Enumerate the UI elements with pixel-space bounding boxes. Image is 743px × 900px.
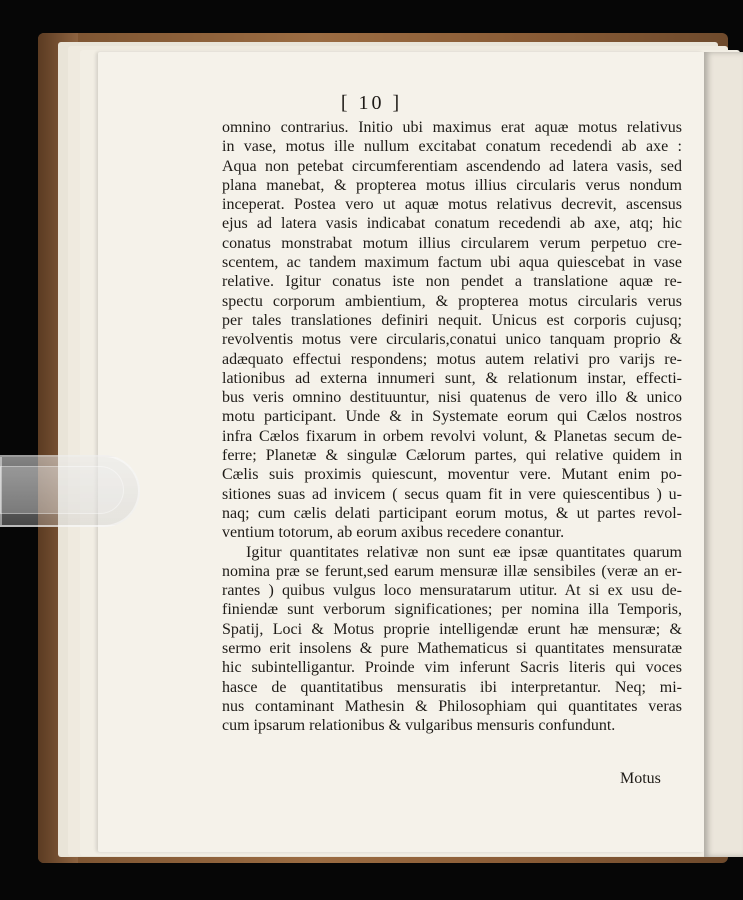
text-line: lationibus ad externa innumeri sunt, & relationum instar, effecti- bbox=[222, 369, 682, 387]
text-line: infra Cælos fixarum in orbem revolvi volunt, & Planetas secum de- bbox=[222, 427, 682, 445]
text-line: rantes ) quibus vulgus loco mensuratarum utitur. At si ex usu de- bbox=[222, 582, 682, 600]
page-text bbox=[222, 118, 682, 736]
text-line: sermo erit insolens & pure Mathematicus si quantitates mensuratæ bbox=[222, 640, 682, 658]
text-line: Spatij, Loci & Motus proprie intelligendæ erunt hæ mensuræ; & bbox=[222, 620, 682, 638]
text-line: bus veris omnino destituuntur, nisi quatenus de vero illo & unico bbox=[222, 389, 682, 407]
text-line: motu participant. Unde & in Systemate eorum qui Cælos nostros bbox=[222, 408, 682, 426]
catchword: Motus bbox=[620, 770, 661, 787]
text-line: omnino contrarius. Initio ubi maximus erat aquæ motus relativus bbox=[222, 119, 682, 136]
text-line: nus contaminant Mathesin & Philosophiam qui quantitates veras bbox=[222, 697, 682, 715]
text-line: per tales translationes definiri nequit. Unicus est corporis cujusq; bbox=[222, 311, 682, 329]
text-line: nomina præ se ferunt,sed earum mensuræ illæ sensibiles (veræ an er- bbox=[222, 562, 682, 580]
text-line: cum ipsarum relationibus & vulgaribus mensuris confundunt. bbox=[222, 717, 616, 735]
text-line: hasce de quantitatibus mensuratis ibi interpretantur. Neq; mi- bbox=[222, 678, 682, 696]
text-line: Aqua non petebat circumferentiam ascendendo ad latera vasis, sed bbox=[222, 157, 682, 175]
text-line: spectu corporum ambientium, & propterea motus circularis verus bbox=[222, 292, 682, 310]
text-line: revolventis motus vere circularis,conatui unico tanquam proprio & bbox=[222, 331, 682, 349]
text-line: Igitur quantitates relativæ non sunt eæ ipsæ quantitates quarum bbox=[246, 543, 682, 561]
text-line: ventium totorum, ab eorum axibus recedere conantur. bbox=[222, 524, 565, 542]
text-line: naq; cum cælis delati participant eorum motus, & ut partes revol- bbox=[222, 504, 682, 522]
page-clip-inner bbox=[0, 466, 124, 514]
page-number: [ 10 ] bbox=[340, 92, 403, 114]
text-line: scentem, ac tandem maximum factum ubi aqua quiescebat in vase bbox=[222, 254, 682, 272]
text-line: in vase, motus ille nullum excitabat conatum recedendi ab axe : bbox=[222, 138, 682, 156]
text-line: Cælis suis proximis quiescunt, moventur vere. Mutant enim po- bbox=[222, 466, 682, 484]
facing-page-edge bbox=[704, 52, 743, 857]
text-line: inceperat. Postea vero ut aquæ motus relativus decrevit, ascensus bbox=[222, 196, 682, 214]
text-line: ferre; Planetæ & singulæ Cælorum partes, qui relative quidem in bbox=[222, 447, 682, 465]
text-line: hic subintelligantur. Proinde vim inferunt Sacris literis qui voces bbox=[222, 659, 682, 677]
text-line: ejus ad latera vasis indicabat conatum recedendi ab axe, atq; hic bbox=[222, 215, 682, 233]
text-line: conatus monstrabat motum illius circularem verum perpetuo cre- bbox=[222, 234, 682, 252]
text-line: sitiones suas ad invicem ( secus quam fit in vere quiescentibus ) u- bbox=[222, 485, 682, 503]
text-line: relative. Igitur conatus iste non pendet a translatione aquæ re- bbox=[222, 273, 682, 291]
text-line: plana manebat, & propterea motus illius circularis verus nondum bbox=[222, 176, 682, 194]
text-line: adæquato effectui respondens; motus autem relativi pro varijs re- bbox=[222, 350, 682, 368]
text-line: finiendæ sunt verborum significationes; per nomina illa Temporis, bbox=[222, 601, 682, 619]
